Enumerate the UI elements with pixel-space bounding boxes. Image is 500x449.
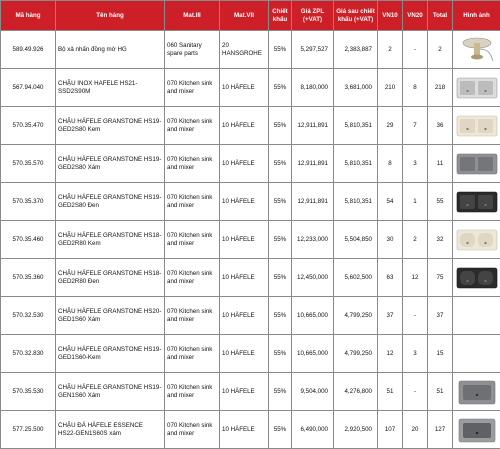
cell-image bbox=[453, 145, 500, 183]
sink-black-double-round-image bbox=[455, 261, 499, 295]
header-image: Hình ảnh bbox=[453, 1, 500, 31]
cell-mat7: 10 HÄFELE bbox=[220, 373, 269, 411]
cell-discount: 55% bbox=[269, 297, 292, 335]
cell-zpl: 5,297,527 bbox=[292, 31, 334, 69]
cell-image bbox=[453, 183, 500, 221]
cell-vn20: - bbox=[403, 31, 428, 69]
cell-name: CHẬU HÄFELE GRANSTONE HS19-GED2S80 Đen bbox=[56, 183, 165, 221]
cell-total: 11 bbox=[428, 145, 453, 183]
header-after-discount: Giá sau chiết khấu (+VAT) bbox=[334, 1, 378, 31]
header-row bbox=[1, 1, 500, 31]
cell-vn20: 3 bbox=[403, 335, 428, 373]
cell-image bbox=[453, 297, 500, 335]
cell-name: CHẬU HÄFELE GRANSTONE HS18-GED2R80 Kem bbox=[56, 221, 165, 259]
table-row bbox=[1, 297, 500, 335]
cell-zpl: 12,911,891 bbox=[292, 107, 334, 145]
cell-after-discount: 5,602,500 bbox=[334, 259, 378, 297]
cell-vn10: 2 bbox=[378, 31, 403, 69]
cell-image bbox=[453, 335, 500, 373]
cell-code: 570.35.360 bbox=[1, 259, 56, 297]
sink-grey-single-image bbox=[455, 375, 499, 409]
cell-image bbox=[453, 259, 500, 297]
cell-vn20: - bbox=[403, 297, 428, 335]
cell-vn20: 2 bbox=[403, 221, 428, 259]
cell-mat3: 070 Kitchen sink and mixer bbox=[165, 259, 220, 297]
cell-vn20: - bbox=[403, 373, 428, 411]
cell-zpl: 12,911,891 bbox=[292, 183, 334, 221]
cell-zpl: 10,665,000 bbox=[292, 297, 334, 335]
cell-name: Bộ xả nhấn đồng mờ HG bbox=[56, 31, 165, 69]
cell-total: 127 bbox=[428, 411, 453, 449]
cell-total: 15 bbox=[428, 335, 453, 373]
cell-vn10: 210 bbox=[378, 69, 403, 107]
cell-mat3: 070 Kitchen sink and mixer bbox=[165, 145, 220, 183]
cell-mat7: 10 HÄFELE bbox=[220, 145, 269, 183]
cell-vn20: 1 bbox=[403, 183, 428, 221]
drain-plug-image bbox=[455, 33, 499, 67]
cell-mat3: 070 Kitchen sink and mixer bbox=[165, 107, 220, 145]
cell-code: 570.35.470 bbox=[1, 107, 56, 145]
sink-grey-double-image bbox=[455, 147, 499, 181]
sink-black-double-image bbox=[455, 185, 499, 219]
cell-zpl: 6,490,000 bbox=[292, 411, 334, 449]
cell-image bbox=[453, 221, 500, 259]
header-mat3: Mat.III bbox=[165, 1, 220, 31]
cell-total: 75 bbox=[428, 259, 453, 297]
cell-mat3: 070 Kitchen sink and mixer bbox=[165, 297, 220, 335]
cell-discount: 55% bbox=[269, 31, 292, 69]
cell-zpl: 9,504,000 bbox=[292, 373, 334, 411]
cell-discount: 55% bbox=[269, 373, 292, 411]
cell-after-discount: 4,799,250 bbox=[334, 297, 378, 335]
header-vn20: VN20 bbox=[403, 1, 428, 31]
cell-code: 567.94.040 bbox=[1, 69, 56, 107]
cell-vn10: 8 bbox=[378, 145, 403, 183]
cell-name: CHẬU HÄFELE GRANSTONE HS19-GED2S80 Kem bbox=[56, 107, 165, 145]
cell-mat7: 10 HÄFELE bbox=[220, 69, 269, 107]
table-row bbox=[1, 411, 500, 449]
sink-cream-double-image bbox=[455, 109, 499, 143]
cell-after-discount: 4,276,800 bbox=[334, 373, 378, 411]
cell-vn10: 30 bbox=[378, 221, 403, 259]
cell-code: 570.35.570 bbox=[1, 145, 56, 183]
cell-vn10: 63 bbox=[378, 259, 403, 297]
cell-vn10: 51 bbox=[378, 373, 403, 411]
cell-vn20: 20 bbox=[403, 411, 428, 449]
cell-image bbox=[453, 107, 500, 145]
table-row bbox=[1, 221, 500, 259]
header-name: Tên hàng bbox=[56, 1, 165, 31]
cell-image bbox=[453, 31, 500, 69]
cell-mat3: 060 Sanitary spare parts bbox=[165, 31, 220, 69]
cell-code: 570.35.370 bbox=[1, 183, 56, 221]
header-vn10: VN10 bbox=[378, 1, 403, 31]
cell-vn20: 3 bbox=[403, 145, 428, 183]
table-body bbox=[1, 31, 500, 449]
cell-vn10: 107 bbox=[378, 411, 403, 449]
table-row bbox=[1, 259, 500, 297]
sink-cream-double-round-image bbox=[455, 223, 499, 257]
cell-mat7: 10 HÄFELE bbox=[220, 335, 269, 373]
cell-vn10: 12 bbox=[378, 335, 403, 373]
cell-after-discount: 5,810,351 bbox=[334, 183, 378, 221]
cell-mat7: 10 HÄFELE bbox=[220, 259, 269, 297]
cell-name: CHẬU HÄFELE GRANSTONE HS20-GED1S60 Xám bbox=[56, 297, 165, 335]
cell-code: 570.35.530 bbox=[1, 373, 56, 411]
cell-name: CHẬU HÄFELE GRANSTONE HS18-GED2R80 Đen bbox=[56, 259, 165, 297]
cell-mat7: 10 HÄFELE bbox=[220, 297, 269, 335]
cell-mat3: 070 Kitchen sink and mixer bbox=[165, 69, 220, 107]
cell-after-discount: 3,681,000 bbox=[334, 69, 378, 107]
cell-name: CHẬU INOX HAFELE HS21-SSD2S90M bbox=[56, 69, 165, 107]
cell-discount: 55% bbox=[269, 335, 292, 373]
cell-discount: 55% bbox=[269, 259, 292, 297]
cell-total: 218 bbox=[428, 69, 453, 107]
cell-discount: 55% bbox=[269, 411, 292, 449]
cell-mat7: 10 HÄFELE bbox=[220, 107, 269, 145]
cell-vn20: 8 bbox=[403, 69, 428, 107]
cell-discount: 55% bbox=[269, 145, 292, 183]
cell-discount: 55% bbox=[269, 221, 292, 259]
table-row bbox=[1, 31, 500, 69]
cell-mat7: 20 HANSGROHE bbox=[220, 31, 269, 69]
header-discount: Chiết khấu bbox=[269, 1, 292, 31]
cell-image bbox=[453, 373, 500, 411]
cell-after-discount: 4,799,250 bbox=[334, 335, 378, 373]
cell-mat3: 070 Kitchen sink and mixer bbox=[165, 373, 220, 411]
cell-vn20: 7 bbox=[403, 107, 428, 145]
cell-mat3: 070 Kitchen sink and mixer bbox=[165, 221, 220, 259]
cell-name: CHẬU HÄFELE GRANSTONE HS19-GED2S80 Xám bbox=[56, 145, 165, 183]
table-row bbox=[1, 373, 500, 411]
cell-zpl: 12,911,891 bbox=[292, 145, 334, 183]
cell-after-discount: 5,504,850 bbox=[334, 221, 378, 259]
cell-after-discount: 5,810,351 bbox=[334, 145, 378, 183]
cell-zpl: 8,180,000 bbox=[292, 69, 334, 107]
cell-image bbox=[453, 411, 500, 449]
cell-after-discount: 5,810,351 bbox=[334, 107, 378, 145]
cell-name: CHẬU HÄFELE GRANSTONE HS19-GED1S60-Kem bbox=[56, 335, 165, 373]
cell-total: 55 bbox=[428, 183, 453, 221]
cell-zpl: 12,233,000 bbox=[292, 221, 334, 259]
cell-code: 589.49.926 bbox=[1, 31, 56, 69]
cell-code: 570.32.530 bbox=[1, 297, 56, 335]
header-mat7: Mat.VII bbox=[220, 1, 269, 31]
header-total: Total bbox=[428, 1, 453, 31]
cell-vn10: 29 bbox=[378, 107, 403, 145]
cell-image bbox=[453, 69, 500, 107]
cell-name: CHẬU HÄFELE GRANSTONE HS19-GEN1S60 Xám bbox=[56, 373, 165, 411]
cell-after-discount: 2,383,887 bbox=[334, 31, 378, 69]
cell-total: 36 bbox=[428, 107, 453, 145]
table-row bbox=[1, 145, 500, 183]
cell-code: 570.35.460 bbox=[1, 221, 56, 259]
cell-mat3: 070 Kitchen sink and mixer bbox=[165, 335, 220, 373]
cell-total: 32 bbox=[428, 221, 453, 259]
cell-vn20: 12 bbox=[403, 259, 428, 297]
header-zpl: Giá ZPL (+VAT) bbox=[292, 1, 334, 31]
cell-total: 2 bbox=[428, 31, 453, 69]
cell-zpl: 10,665,000 bbox=[292, 335, 334, 373]
table-row bbox=[1, 335, 500, 373]
cell-name: CHẬU ĐÁ HÄFELE ESSENCE HS22-GEN1S60S xám bbox=[56, 411, 165, 449]
cell-discount: 55% bbox=[269, 107, 292, 145]
table-row bbox=[1, 69, 500, 107]
cell-mat7: 10 HÄFELE bbox=[220, 183, 269, 221]
cell-after-discount: 2,920,500 bbox=[334, 411, 378, 449]
cell-mat7: 10 HÄFELE bbox=[220, 411, 269, 449]
cell-vn10: 37 bbox=[378, 297, 403, 335]
cell-vn10: 54 bbox=[378, 183, 403, 221]
cell-discount: 55% bbox=[269, 69, 292, 107]
cell-total: 37 bbox=[428, 297, 453, 335]
cell-mat3: 070 Kitchen sink and mixer bbox=[165, 411, 220, 449]
cell-discount: 55% bbox=[269, 183, 292, 221]
sink-steel-double-image bbox=[455, 71, 499, 105]
table-header bbox=[1, 1, 500, 31]
table-row bbox=[1, 107, 500, 145]
sink-grey-single-deep-image bbox=[455, 413, 499, 447]
cell-zpl: 12,450,000 bbox=[292, 259, 334, 297]
header-code: Mã hàng bbox=[1, 1, 56, 31]
cell-mat3: 070 Kitchen sink and mixer bbox=[165, 183, 220, 221]
cell-mat7: 10 HÄFELE bbox=[220, 221, 269, 259]
table-row bbox=[1, 183, 500, 221]
cell-code: 577.25.500 bbox=[1, 411, 56, 449]
cell-code: 570.32.830 bbox=[1, 335, 56, 373]
cell-total: 51 bbox=[428, 373, 453, 411]
